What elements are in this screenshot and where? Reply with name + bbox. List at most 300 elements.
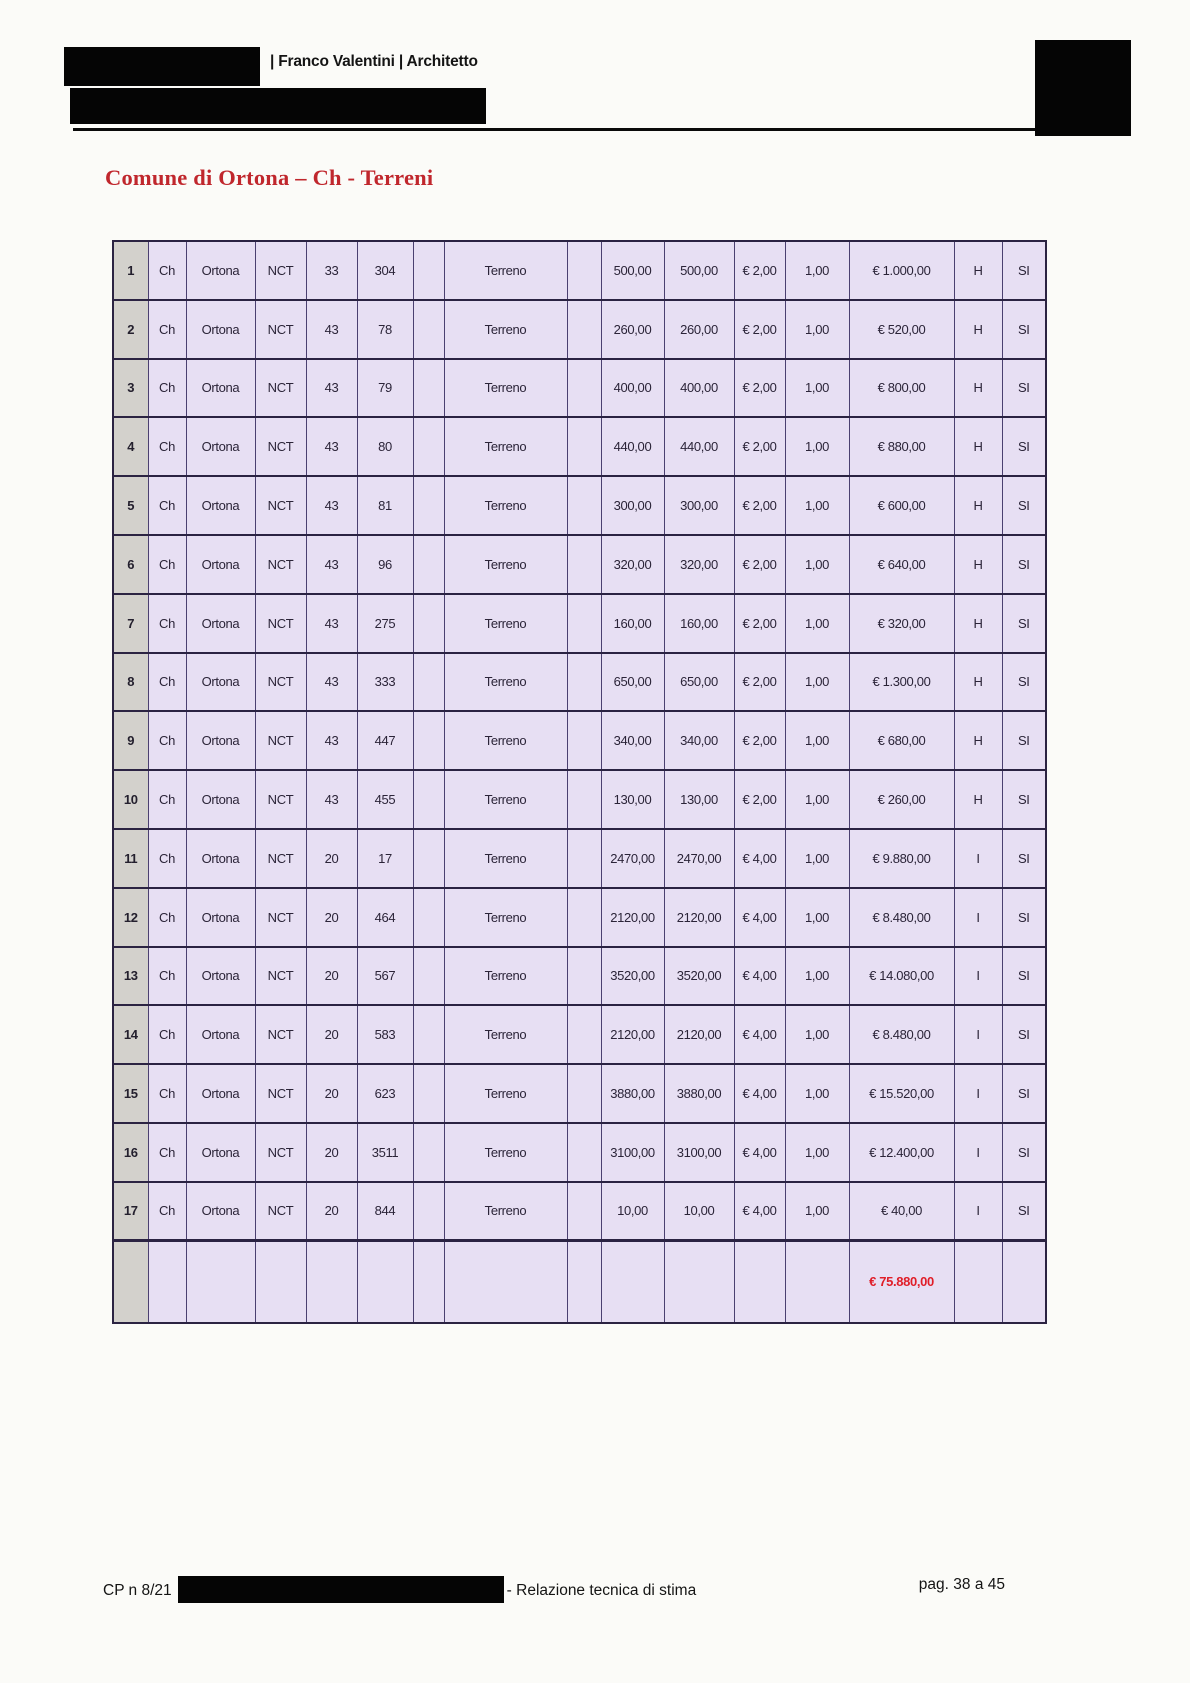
cell-foglio: 20 bbox=[306, 1123, 357, 1182]
cell-classe: I bbox=[954, 1064, 1002, 1123]
cell-catasto: NCT bbox=[255, 888, 306, 947]
redacted-block-footer bbox=[178, 1576, 504, 1603]
cell-sp1 bbox=[413, 300, 444, 359]
cell-particella: 583 bbox=[357, 1005, 413, 1064]
cell-particella: 3511 bbox=[357, 1123, 413, 1182]
cell-catasto: NCT bbox=[255, 359, 306, 418]
cell-tipo: Terreno bbox=[444, 770, 567, 829]
table-row bbox=[113, 300, 1046, 359]
cell-comune: Ch bbox=[148, 1182, 186, 1241]
cell-localita: Ortona bbox=[186, 300, 255, 359]
cell-sp1 bbox=[413, 1123, 444, 1182]
cell-sup: 320,00 bbox=[601, 535, 664, 594]
cell-localita: Ortona bbox=[186, 711, 255, 770]
cell-esito: SI bbox=[1002, 1123, 1046, 1182]
cell-coeff: 1,00 bbox=[785, 1064, 849, 1123]
table-row bbox=[113, 417, 1046, 476]
cell-prezzo: € 2,00 bbox=[734, 417, 785, 476]
cell-sup: 2470,00 bbox=[601, 829, 664, 888]
cell-particella-empty bbox=[357, 1241, 413, 1323]
cell-totale: € 12.400,00 bbox=[849, 1123, 954, 1182]
cell-comune: Ch bbox=[148, 594, 186, 653]
cell-comune: Ch bbox=[148, 947, 186, 1006]
cell-comune: Ch bbox=[148, 1123, 186, 1182]
cell-n: 9 bbox=[113, 711, 148, 770]
cell-foglio: 43 bbox=[306, 535, 357, 594]
cell-sup-empty bbox=[601, 1241, 664, 1323]
cell-esito: SI bbox=[1002, 594, 1046, 653]
cell-coeff: 1,00 bbox=[785, 947, 849, 1006]
cell-catasto: NCT bbox=[255, 829, 306, 888]
cell-sp1 bbox=[413, 1005, 444, 1064]
cell-comune: Ch bbox=[148, 653, 186, 712]
cell-sup2: 2470,00 bbox=[664, 829, 734, 888]
cell-sp1 bbox=[413, 1182, 444, 1241]
cell-prezzo: € 2,00 bbox=[734, 359, 785, 418]
cell-foglio: 43 bbox=[306, 653, 357, 712]
cell-localita: Ortona bbox=[186, 1064, 255, 1123]
cell-classe: I bbox=[954, 829, 1002, 888]
cell-sup2: 340,00 bbox=[664, 711, 734, 770]
cell-sup2: 320,00 bbox=[664, 535, 734, 594]
cell-comune: Ch bbox=[148, 535, 186, 594]
cell-classe: I bbox=[954, 888, 1002, 947]
cell-coeff: 1,00 bbox=[785, 770, 849, 829]
cell-sp1 bbox=[413, 1064, 444, 1123]
cell-sup: 650,00 bbox=[601, 653, 664, 712]
table-row bbox=[113, 1182, 1046, 1241]
cell-prezzo: € 2,00 bbox=[734, 241, 785, 300]
cell-totale: € 15.520,00 bbox=[849, 1064, 954, 1123]
cell-prezzo: € 4,00 bbox=[734, 1123, 785, 1182]
cell-catasto: NCT bbox=[255, 1123, 306, 1182]
cell-classe: I bbox=[954, 1182, 1002, 1241]
cell-catasto: NCT bbox=[255, 1005, 306, 1064]
cell-catasto: NCT bbox=[255, 535, 306, 594]
cell-foglio: 20 bbox=[306, 829, 357, 888]
cell-foglio: 20 bbox=[306, 888, 357, 947]
cell-tipo-empty bbox=[444, 1241, 567, 1323]
cell-sp1 bbox=[413, 770, 444, 829]
cell-sup: 3100,00 bbox=[601, 1123, 664, 1182]
cell-sp1 bbox=[413, 417, 444, 476]
cell-coeff: 1,00 bbox=[785, 653, 849, 712]
cell-classe: I bbox=[954, 1005, 1002, 1064]
cell-foglio: 43 bbox=[306, 359, 357, 418]
page-title: Comune di Ortona – Ch - Terreni bbox=[105, 165, 434, 190]
cell-catasto: NCT bbox=[255, 947, 306, 1006]
cell-comune: Ch bbox=[148, 770, 186, 829]
cell-sp2 bbox=[567, 888, 601, 947]
cell-totale: € 600,00 bbox=[849, 476, 954, 535]
cell-classe: H bbox=[954, 300, 1002, 359]
cell-sp2 bbox=[567, 300, 601, 359]
cell-tipo: Terreno bbox=[444, 1005, 567, 1064]
cell-sup2: 2120,00 bbox=[664, 888, 734, 947]
cell-sp2 bbox=[567, 947, 601, 1006]
cell-particella: 96 bbox=[357, 535, 413, 594]
footer-left bbox=[103, 1576, 696, 1606]
cell-totale: € 9.880,00 bbox=[849, 829, 954, 888]
cell-foglio: 33 bbox=[306, 241, 357, 300]
cell-coeff: 1,00 bbox=[785, 829, 849, 888]
cell-localita: Ortona bbox=[186, 476, 255, 535]
cell-sup: 300,00 bbox=[601, 476, 664, 535]
cell-sup: 130,00 bbox=[601, 770, 664, 829]
cell-catasto: NCT bbox=[255, 476, 306, 535]
cell-classe: I bbox=[954, 1123, 1002, 1182]
cell-tipo: Terreno bbox=[444, 241, 567, 300]
cell-classe: H bbox=[954, 359, 1002, 418]
cell-localita-empty bbox=[186, 1241, 255, 1323]
cell-esito: SI bbox=[1002, 1064, 1046, 1123]
cell-tipo: Terreno bbox=[444, 888, 567, 947]
cell-sup2: 260,00 bbox=[664, 300, 734, 359]
cell-esito: SI bbox=[1002, 888, 1046, 947]
cell-sup: 500,00 bbox=[601, 241, 664, 300]
cell-particella: 447 bbox=[357, 711, 413, 770]
cell-totale: € 260,00 bbox=[849, 770, 954, 829]
table-row bbox=[113, 241, 1046, 300]
cell-catasto: NCT bbox=[255, 300, 306, 359]
cell-sup2: 650,00 bbox=[664, 653, 734, 712]
cell-particella: 81 bbox=[357, 476, 413, 535]
cell-sup2: 2120,00 bbox=[664, 1005, 734, 1064]
cell-classe: H bbox=[954, 770, 1002, 829]
cell-catasto: NCT bbox=[255, 653, 306, 712]
cell-tipo: Terreno bbox=[444, 535, 567, 594]
cell-sp1 bbox=[413, 476, 444, 535]
header-brand-text: | Franco Valentini | Architetto bbox=[270, 53, 478, 70]
cell-comune: Ch bbox=[148, 359, 186, 418]
cell-sup2: 300,00 bbox=[664, 476, 734, 535]
table-row bbox=[113, 1123, 1046, 1182]
cell-sp2 bbox=[567, 1123, 601, 1182]
cell-comune: Ch bbox=[148, 1064, 186, 1123]
cell-tipo: Terreno bbox=[444, 947, 567, 1006]
cell-sp2 bbox=[567, 653, 601, 712]
cell-prezzo: € 4,00 bbox=[734, 829, 785, 888]
table-row bbox=[113, 770, 1046, 829]
cell-localita: Ortona bbox=[186, 1005, 255, 1064]
cell-esito: SI bbox=[1002, 300, 1046, 359]
cell-esito: SI bbox=[1002, 241, 1046, 300]
cell-n: 14 bbox=[113, 1005, 148, 1064]
cell-localita: Ortona bbox=[186, 653, 255, 712]
cell-sp1 bbox=[413, 241, 444, 300]
cell-n: 4 bbox=[113, 417, 148, 476]
cell-esito-empty bbox=[1002, 1241, 1046, 1323]
cell-n: 1 bbox=[113, 241, 148, 300]
cell-localita: Ortona bbox=[186, 888, 255, 947]
cell-sup2: 3880,00 bbox=[664, 1064, 734, 1123]
cell-localita: Ortona bbox=[186, 947, 255, 1006]
cell-catasto: NCT bbox=[255, 1064, 306, 1123]
cell-coeff: 1,00 bbox=[785, 359, 849, 418]
cell-tipo: Terreno bbox=[444, 711, 567, 770]
cell-sup2: 3520,00 bbox=[664, 947, 734, 1006]
cell-classe: H bbox=[954, 711, 1002, 770]
cell-sp1 bbox=[413, 888, 444, 947]
cell-n: 3 bbox=[113, 359, 148, 418]
cell-particella: 17 bbox=[357, 829, 413, 888]
cell-comune: Ch bbox=[148, 711, 186, 770]
cell-sp2 bbox=[567, 829, 601, 888]
cell-sup: 340,00 bbox=[601, 711, 664, 770]
cell-prezzo: € 4,00 bbox=[734, 1064, 785, 1123]
cell-totale: € 520,00 bbox=[849, 300, 954, 359]
cell-totale: € 1.000,00 bbox=[849, 241, 954, 300]
cell-coeff: 1,00 bbox=[785, 888, 849, 947]
cell-n: 15 bbox=[113, 1064, 148, 1123]
cell-esito: SI bbox=[1002, 947, 1046, 1006]
cell-totale: € 1.300,00 bbox=[849, 653, 954, 712]
cell-classe: H bbox=[954, 476, 1002, 535]
cell-totale: € 320,00 bbox=[849, 594, 954, 653]
cell-comune: Ch bbox=[148, 241, 186, 300]
cell-foglio: 43 bbox=[306, 711, 357, 770]
cell-tipo: Terreno bbox=[444, 300, 567, 359]
table-row bbox=[113, 359, 1046, 418]
cell-foglio: 20 bbox=[306, 1064, 357, 1123]
table-row bbox=[113, 594, 1046, 653]
cell-foglio: 43 bbox=[306, 594, 357, 653]
table-row bbox=[113, 947, 1046, 1006]
cell-prezzo: € 2,00 bbox=[734, 535, 785, 594]
cell-sup2: 3100,00 bbox=[664, 1123, 734, 1182]
cell-classe: H bbox=[954, 535, 1002, 594]
cell-sp2 bbox=[567, 417, 601, 476]
cell-n: 16 bbox=[113, 1123, 148, 1182]
cell-sp2 bbox=[567, 711, 601, 770]
cell-sp2 bbox=[567, 359, 601, 418]
cell-totale: € 8.480,00 bbox=[849, 888, 954, 947]
cell-coeff: 1,00 bbox=[785, 476, 849, 535]
cell-sup: 2120,00 bbox=[601, 888, 664, 947]
cell-sup2: 160,00 bbox=[664, 594, 734, 653]
cell-sup: 440,00 bbox=[601, 417, 664, 476]
table-row bbox=[113, 829, 1046, 888]
cell-totale: € 640,00 bbox=[849, 535, 954, 594]
cell-sp1 bbox=[413, 594, 444, 653]
cell-sp1 bbox=[413, 711, 444, 770]
cell-coeff: 1,00 bbox=[785, 417, 849, 476]
cell-n-empty bbox=[113, 1241, 148, 1323]
cell-classe: I bbox=[954, 947, 1002, 1006]
cell-esito: SI bbox=[1002, 359, 1046, 418]
cell-tipo: Terreno bbox=[444, 359, 567, 418]
cell-particella: 275 bbox=[357, 594, 413, 653]
cell-classe: H bbox=[954, 653, 1002, 712]
cell-particella: 333 bbox=[357, 653, 413, 712]
cell-sp1-empty bbox=[413, 1241, 444, 1323]
cell-n: 11 bbox=[113, 829, 148, 888]
cell-foglio: 20 bbox=[306, 1005, 357, 1064]
cell-n: 17 bbox=[113, 1182, 148, 1241]
cell-prezzo: € 2,00 bbox=[734, 300, 785, 359]
table-row bbox=[113, 535, 1046, 594]
cell-foglio: 43 bbox=[306, 417, 357, 476]
cell-totale: € 880,00 bbox=[849, 417, 954, 476]
cell-n: 7 bbox=[113, 594, 148, 653]
cell-coeff: 1,00 bbox=[785, 594, 849, 653]
cell-catasto: NCT bbox=[255, 1182, 306, 1241]
cell-sp2 bbox=[567, 594, 601, 653]
cell-esito: SI bbox=[1002, 1005, 1046, 1064]
cell-n: 5 bbox=[113, 476, 148, 535]
cell-n: 12 bbox=[113, 888, 148, 947]
cell-coeff: 1,00 bbox=[785, 535, 849, 594]
cell-n: 2 bbox=[113, 300, 148, 359]
cell-esito: SI bbox=[1002, 476, 1046, 535]
table-row bbox=[113, 1064, 1046, 1123]
cell-particella: 567 bbox=[357, 947, 413, 1006]
table-total-row bbox=[113, 1241, 1046, 1323]
cell-localita: Ortona bbox=[186, 241, 255, 300]
cell-sup: 160,00 bbox=[601, 594, 664, 653]
cell-coeff: 1,00 bbox=[785, 1005, 849, 1064]
cell-foglio: 20 bbox=[306, 1182, 357, 1241]
cell-esito: SI bbox=[1002, 1182, 1046, 1241]
footer-report-label: - Relazione tecnica di stima bbox=[506, 1582, 697, 1600]
cell-sp2 bbox=[567, 1064, 601, 1123]
cell-esito: SI bbox=[1002, 829, 1046, 888]
cell-prezzo-empty bbox=[734, 1241, 785, 1323]
cell-prezzo: € 4,00 bbox=[734, 888, 785, 947]
cell-sup2: 400,00 bbox=[664, 359, 734, 418]
cell-totale: € 680,00 bbox=[849, 711, 954, 770]
cell-particella: 78 bbox=[357, 300, 413, 359]
cell-comune: Ch bbox=[148, 300, 186, 359]
cell-foglio: 43 bbox=[306, 300, 357, 359]
cell-tipo: Terreno bbox=[444, 476, 567, 535]
cell-comune: Ch bbox=[148, 417, 186, 476]
cell-comune: Ch bbox=[148, 888, 186, 947]
header-divider bbox=[73, 128, 1035, 131]
cell-esito: SI bbox=[1002, 535, 1046, 594]
cell-sup2: 440,00 bbox=[664, 417, 734, 476]
cell-particella: 464 bbox=[357, 888, 413, 947]
cell-sp1 bbox=[413, 653, 444, 712]
cell-localita: Ortona bbox=[186, 417, 255, 476]
cell-esito: SI bbox=[1002, 417, 1046, 476]
cell-localita: Ortona bbox=[186, 594, 255, 653]
cell-coeff: 1,00 bbox=[785, 711, 849, 770]
cell-tipo: Terreno bbox=[444, 653, 567, 712]
cell-classe: H bbox=[954, 241, 1002, 300]
table-row bbox=[113, 476, 1046, 535]
cell-tipo: Terreno bbox=[444, 829, 567, 888]
cell-n: 10 bbox=[113, 770, 148, 829]
cell-localita: Ortona bbox=[186, 535, 255, 594]
cell-foglio-empty bbox=[306, 1241, 357, 1323]
cell-tipo: Terreno bbox=[444, 1182, 567, 1241]
cell-tipo: Terreno bbox=[444, 1123, 567, 1182]
cell-sup: 2120,00 bbox=[601, 1005, 664, 1064]
cell-sup2-empty bbox=[664, 1241, 734, 1323]
cell-coeff-empty bbox=[785, 1241, 849, 1323]
cell-sp1 bbox=[413, 829, 444, 888]
cell-prezzo: € 2,00 bbox=[734, 770, 785, 829]
table-row bbox=[113, 1005, 1046, 1064]
cell-sp2 bbox=[567, 1182, 601, 1241]
cell-sup: 3520,00 bbox=[601, 947, 664, 1006]
cell-classe: H bbox=[954, 417, 1002, 476]
cell-prezzo: € 4,00 bbox=[734, 1005, 785, 1064]
cell-catasto: NCT bbox=[255, 594, 306, 653]
cell-coeff: 1,00 bbox=[785, 1123, 849, 1182]
cell-sup2: 130,00 bbox=[664, 770, 734, 829]
cell-sp2 bbox=[567, 770, 601, 829]
cell-classe: H bbox=[954, 594, 1002, 653]
cell-sp2 bbox=[567, 1005, 601, 1064]
cell-coeff: 1,00 bbox=[785, 300, 849, 359]
cell-coeff: 1,00 bbox=[785, 1182, 849, 1241]
cell-particella: 623 bbox=[357, 1064, 413, 1123]
cell-localita: Ortona bbox=[186, 1123, 255, 1182]
cell-totale: € 800,00 bbox=[849, 359, 954, 418]
cell-comune: Ch bbox=[148, 1005, 186, 1064]
cell-classe-empty bbox=[954, 1241, 1002, 1323]
cell-foglio: 20 bbox=[306, 947, 357, 1006]
cell-localita: Ortona bbox=[186, 770, 255, 829]
cell-prezzo: € 4,00 bbox=[734, 947, 785, 1006]
cell-sup: 260,00 bbox=[601, 300, 664, 359]
cell-localita: Ortona bbox=[186, 359, 255, 418]
cell-catasto: NCT bbox=[255, 241, 306, 300]
cell-prezzo: € 2,00 bbox=[734, 594, 785, 653]
cell-prezzo: € 2,00 bbox=[734, 711, 785, 770]
cell-foglio: 43 bbox=[306, 476, 357, 535]
cell-totale: € 14.080,00 bbox=[849, 947, 954, 1006]
footer-page-number: pag. 38 a 45 bbox=[918, 1576, 1005, 1593]
cell-sup2: 10,00 bbox=[664, 1182, 734, 1241]
cell-esito: SI bbox=[1002, 711, 1046, 770]
cell-tipo: Terreno bbox=[444, 1064, 567, 1123]
cell-sup2: 500,00 bbox=[664, 241, 734, 300]
cell-comune-empty bbox=[148, 1241, 186, 1323]
cell-totale: € 8.480,00 bbox=[849, 1005, 954, 1064]
cell-particella: 80 bbox=[357, 417, 413, 476]
cell-catasto: NCT bbox=[255, 770, 306, 829]
cell-comune: Ch bbox=[148, 829, 186, 888]
cell-prezzo: € 2,00 bbox=[734, 653, 785, 712]
cell-catasto: NCT bbox=[255, 711, 306, 770]
cell-sp2 bbox=[567, 476, 601, 535]
cell-sp1 bbox=[413, 359, 444, 418]
cell-totale: € 40,00 bbox=[849, 1182, 954, 1241]
cell-sp1 bbox=[413, 947, 444, 1006]
table-row bbox=[113, 888, 1046, 947]
cell-sp2 bbox=[567, 535, 601, 594]
redacted-block-corner bbox=[1035, 40, 1131, 136]
cell-sp2-empty bbox=[567, 1241, 601, 1323]
cell-tipo: Terreno bbox=[444, 594, 567, 653]
cell-localita: Ortona bbox=[186, 829, 255, 888]
cell-n: 8 bbox=[113, 653, 148, 712]
cell-catasto: NCT bbox=[255, 417, 306, 476]
cell-sup: 3880,00 bbox=[601, 1064, 664, 1123]
redacted-block-address bbox=[70, 88, 486, 124]
cell-esito: SI bbox=[1002, 653, 1046, 712]
cell-foglio: 43 bbox=[306, 770, 357, 829]
cell-esito: SI bbox=[1002, 770, 1046, 829]
cell-sp1 bbox=[413, 535, 444, 594]
cell-sup: 10,00 bbox=[601, 1182, 664, 1241]
cell-particella: 455 bbox=[357, 770, 413, 829]
cell-n: 6 bbox=[113, 535, 148, 594]
cell-prezzo: € 2,00 bbox=[734, 476, 785, 535]
